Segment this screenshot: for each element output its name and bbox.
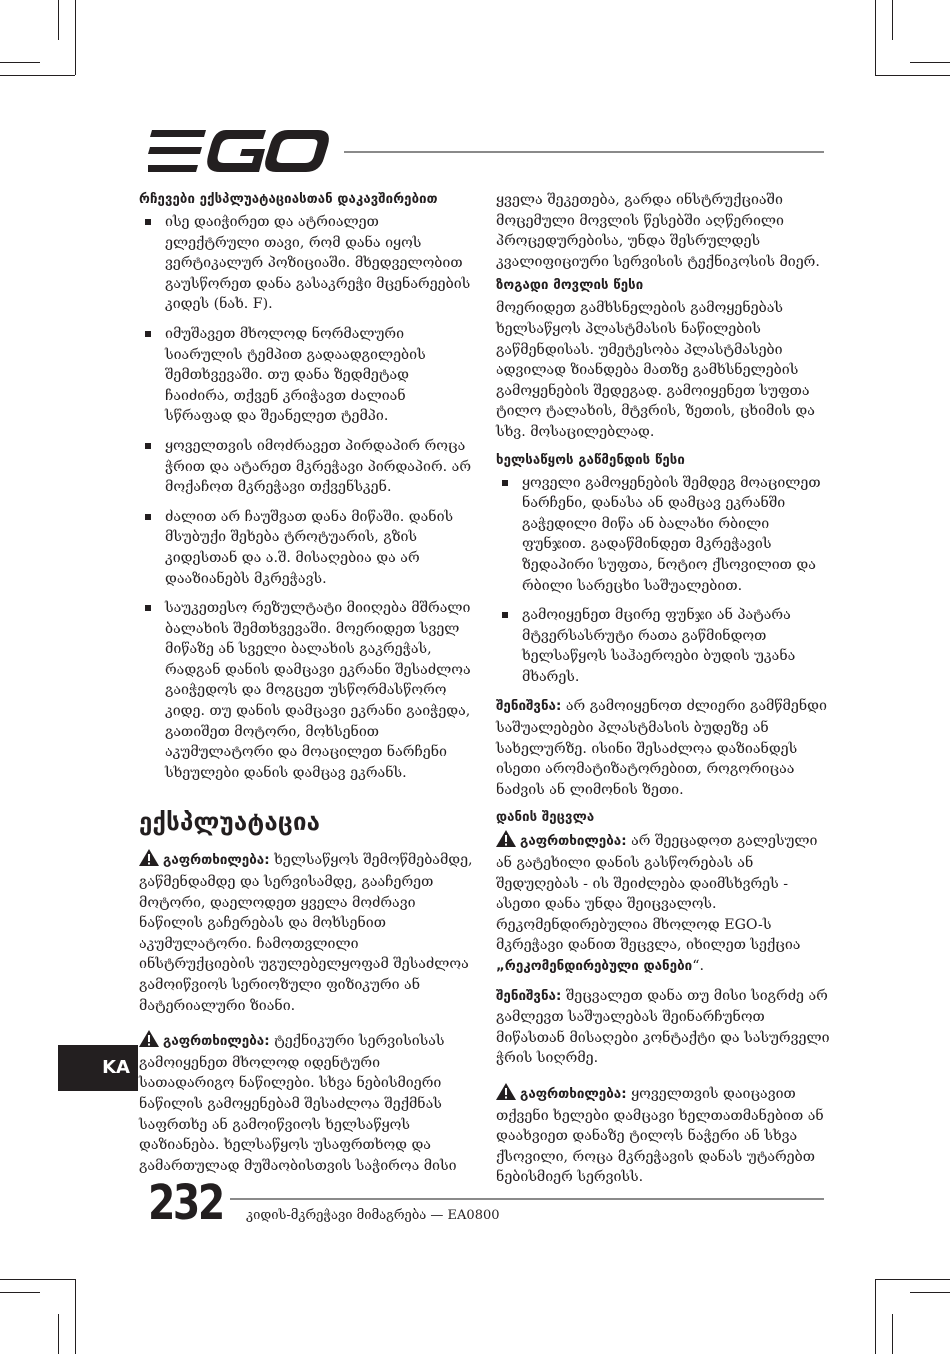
warning-paragraph xyxy=(139,849,477,1016)
crop-mark xyxy=(58,0,59,40)
warning-triangle-icon xyxy=(496,830,516,847)
intro-paragraph: ყველა შეკეთება, გარდა ინსტრუქციაში მოცემული მოვლის წესებში აღწერილი პროცედურებისა, უნდა შესრულდეს კვალიფიციური სერვისის ტექნიკოსის მიერ. xyxy=(496,192,820,270)
section-heading-operation: ექსპლუატაცია xyxy=(139,808,321,837)
cleaning-list xyxy=(496,473,834,688)
bullet-icon xyxy=(502,480,508,486)
note-text: არ გამოიყენოთ ძლიერი გამწმენდი საშუალებები პლასტმასის ბუდეზე ან სახელურზე. ისინი შესაძლოა დაზიანდეს ისეთი არომატიზატორებით, როგორიცაა ნაძვის ან ლიმონის ზეთი. xyxy=(496,698,827,798)
warning-triangle-icon xyxy=(139,1030,159,1047)
section-reference-end: “. xyxy=(692,958,704,974)
general-care-paragraph: მოერიდეთ გამხსნელების გამოყენებას ხელსაწყოს პლასტმასის ნაწილების გაწმენდისას. უმეტესობა პლასტმასები ადვილად ზიანდება მათზე გამხსნელების გამოყენების შედეგად. გამოიყენეთ სუფთა ტილო ტალახის, მტვრის, ზეთის, ცხიმის და სხვ. მოსაცილებლად. xyxy=(496,300,815,440)
left-column xyxy=(139,190,477,1184)
warning-paragraph xyxy=(496,830,834,977)
note-label: შენიშვნა: xyxy=(496,988,562,1004)
list-item: იმუშავეთ მხოლოდ ნორმალური სიარულის ტემპით გადაადგილების შემთხვევაში. თუ დანა ზედმეტად ჩაიძირა, თქვენ კრიჭავთ ძალიან სწრაფად და შეანელეთ ტემპი. xyxy=(139,324,477,427)
list-item: ყოველთვის იმოძრავეთ პირდაპირ როცა ჭრით და ატარეთ მკრეჭავი პირდაპირ. არ მოქაჩოთ მკრეჭავი თქვენსკენ. xyxy=(139,436,477,498)
section-heading-general-care: ზოგადი მოვლის წესი xyxy=(496,278,644,294)
usage-tips-list xyxy=(139,212,477,783)
crop-mark xyxy=(0,1292,40,1293)
warning-triangle-icon xyxy=(139,849,159,866)
bullet-icon xyxy=(145,219,151,225)
list-item: ძალით არ ჩაუშვათ დანა მიწაში. დანის მსუბუქი შეხება ტროტუარის, გზის კიდესთან და ა.შ. მისაღებია და არ დააზიანებს მკრეჭავს. xyxy=(139,507,477,589)
warning-label: გაფრთხილება: xyxy=(163,853,270,869)
section-heading-usage-tips: რჩევები ექსპლუატაციასთან დაკავშირებით xyxy=(139,192,438,207)
page-number: 232 xyxy=(148,1175,223,1231)
list-item: გამოიყენეთ მცირე ფუნჯი ან პატარა მტვერსასრუტი რათა გაწმინდოთ ხელსაწყოს საჰაეროები ბუდის უკანა მხარეს. xyxy=(496,605,834,687)
crop-mark xyxy=(875,75,950,76)
warning-paragraph xyxy=(139,1030,477,1176)
right-column xyxy=(496,190,834,1196)
list-item: ყოველი გამოყენების შემდეგ მოაცილეთ ნარჩენი, დანასა ან დამცავ ეკრანში გაჭედილი მიწა ან ბალახი რბილი ფუნჯით. გადაწმინდეთ მკრეჭავის ზედაპირი სუფთა, ნოტიო ქსოვილით და რბილი სარეცხი საშუალებით. xyxy=(496,473,834,597)
crop-mark xyxy=(875,1279,876,1354)
note-paragraph xyxy=(496,696,834,800)
language-tab: KA xyxy=(58,1045,138,1091)
warning-text: ტექნიკური სერვისისას გამოიყენეთ მხოლოდ იდენტური სათადარიგო ნაწილები. სხვა ნებისმიერი ნაწილის გამოყენებამ შესაძლოა შექმნას საფრთხე ან გამოიწვიოს ხელსაწყოს დაზიანება. ხელსაწყოს უსაფრთხოდ და გამართულად მუშაობისთვის საჭიროა მისი xyxy=(139,1033,457,1174)
note-paragraph xyxy=(496,986,834,1069)
footer-rule xyxy=(230,1198,824,1200)
bullet-icon xyxy=(145,605,151,611)
bullet-icon xyxy=(145,331,151,337)
crop-mark xyxy=(0,62,40,63)
list-item: ისე დაიჭირეთ და ატრიალეთ ელექტრული თავი, რომ დანა იყოს ვერტიკალურ პოზიციაში. მხედველობით გაუსწორეთ დანა გასაკრეჭი მცენარეების კიდეს (ნახ. F). xyxy=(139,212,477,315)
section-reference: „რეკომენდირებული დანები xyxy=(496,959,693,974)
crop-mark xyxy=(0,1279,75,1280)
note-text: შეცვალეთ დანა თუ მისი სიგრძე არ გამლევთ საშუალებას შეინარჩუნოთ მიწასთან მისაღები კონტაქტი და სასურველი ჭრის სიღრმე. xyxy=(496,987,830,1067)
crop-mark xyxy=(910,1292,950,1293)
note-label: შენიშვნა: xyxy=(496,699,562,715)
warning-label: გაფრთხილება: xyxy=(520,1086,627,1102)
ego-logo xyxy=(148,128,332,174)
crop-mark xyxy=(58,1314,59,1354)
warning-text: ყოველთვის დაიცავით თქვენი ხელები დამცავი ხელთათმანებით ან დაახვიეთ დანაზე ტილოს ნაჭერი ან სხვა ქსოვილი, როცა მკრეჭავის დანას უტარებთ ნებისმიერ სერვისს. xyxy=(496,1085,824,1186)
list-item: საუკეთესო რეზულტატი მიიღება მშრალი ბალახის შემთხვევაში. მოერიდეთ სველ მიწაზე ან სველი ბალახის გაკრეჭას, რადგან დანის დამცავი ეკრანი შესაძლოა გაიჭედოს და მოგცეთ უსწორმასწორო კიდე. თუ დანის დამცავი ეკრანი გაიჭედა, გათიშეთ მოტორი, მოხსენით აკუმულატორი და მოაცილეთ ნარჩენი სხეულები დანის დამცავ ეკრანს. xyxy=(139,598,477,783)
header-rule xyxy=(344,151,824,153)
footer-text: კიდის-მკრეჭავი მიმაგრება — EA0800 xyxy=(246,1208,500,1223)
crop-mark xyxy=(75,0,76,75)
section-heading-cleaning: ხელსაწყოს გაწმენდის წესი xyxy=(496,452,685,468)
crop-mark xyxy=(75,1279,76,1354)
crop-mark xyxy=(875,1279,950,1280)
warning-label: გაფრთხილება: xyxy=(520,834,627,850)
bullet-icon xyxy=(145,443,151,449)
crop-mark xyxy=(910,62,950,63)
bullet-icon xyxy=(502,612,508,618)
bullet-icon xyxy=(145,514,151,520)
warning-text: ხელსაწყოს შემოწმებამდე, გაწმენდამდე და სერვისამდე, გააჩერეთ მოტორი, დაელოდეთ ყველა მოძრავი ნაწილის გაჩერებას და მოხსენით აკუმულატორი. ჩამოთვლილი ინსტრუქციების უგულებელყოფამ შესაძლოა გამოიწვიოს სერიოზული ფიზიკური ან მატერიალური ზიანი. xyxy=(139,852,473,1014)
section-heading-blade-replacement: დანის შეცვლა xyxy=(496,810,595,826)
warning-text: არ შეეცადოთ გალესული ან გატეხილი დანის გასწორებას ან შედუღებას - ის შეიძლება დაიმსხვრეს - ასეთი დანა უნდა შეიცვალოს. რეკომენდირებულია მხოლოდ EGO-ს მკრეჭავი დანით შეცვლა, იხილეთ სექცია xyxy=(496,833,818,954)
warning-paragraph xyxy=(496,1083,834,1188)
crop-mark xyxy=(892,1314,893,1354)
crop-mark xyxy=(875,0,876,75)
crop-mark xyxy=(892,0,893,40)
warning-triangle-icon xyxy=(496,1083,516,1100)
crop-mark xyxy=(0,75,75,76)
warning-label: გაფრთხილება: xyxy=(163,1034,270,1050)
